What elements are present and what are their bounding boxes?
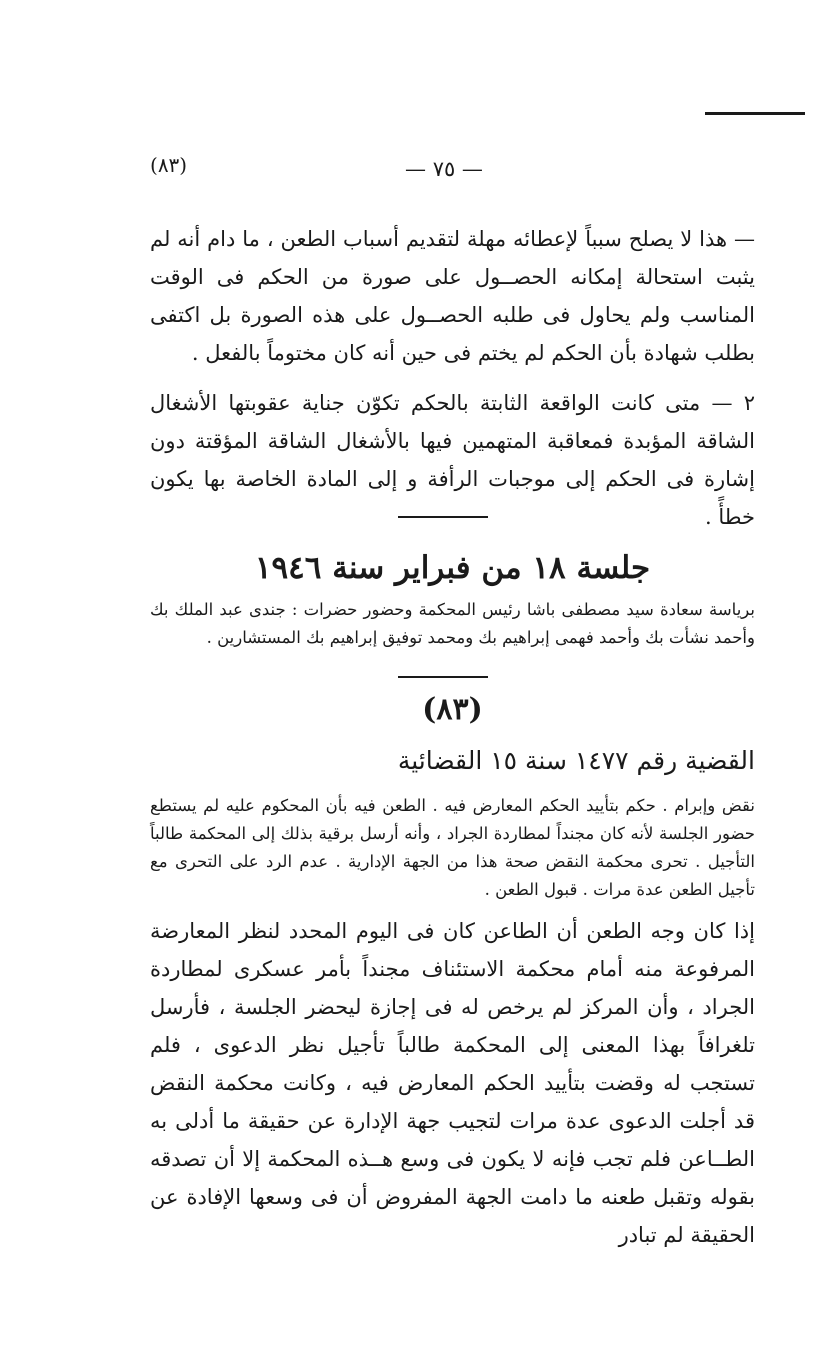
- ruling-number: (٨٣): [422, 692, 483, 727]
- paragraph-text: — هذا لا يصلح سبباً لإعطائه مهلة لتقديم أسباب الطعن ، ما دام أنه لم يثبت استحالة إمكانه الحصــول على صورة من الحكم فى الوقت المناسب ولم يحاول فى طلبه الحصــول على هذه الصورة بل اكتفى بطلب شهادة بأن الحكم لم يختم فى حين أنه كان مختوماً بالفعل .: [150, 227, 755, 365]
- principle-two-paragraph: [150, 384, 755, 536]
- ruling-body: [150, 912, 755, 1254]
- section-divider: [398, 676, 488, 678]
- presidency-text: برياسة سعادة سيد مصطفى باشا رئيس المحكمة وحضور حضرات : جندى عبد الملك بك وأحمد نشأت بك وأحمد فهمى إبراهيم بك ومحمد توفيق إبراهيم بك المستشارين .: [150, 600, 755, 647]
- session-title: جلسة ١٨ من فبراير سنة ١٩٤٦: [254, 550, 651, 586]
- session-presidency: [150, 596, 755, 652]
- paragraph-text: ٢ — متى كانت الواقعة الثابتة بالحكم تكوّن جناية عقوبتها الأشغال الشاقة المؤبدة فمعاقبة المتهمين فيها بالأشغال الشاقة المؤقتة دون إشارة فى الحكم إلى موجبات الرأفة و إلى المادة الخاصة بها يكون خطأً .: [150, 391, 755, 529]
- top-rule: [705, 112, 805, 115]
- page-number: — ٧٥ —: [405, 157, 483, 181]
- page-header: [150, 153, 750, 193]
- continued-paragraph: [150, 220, 755, 372]
- running-case-number: (٨٣): [150, 153, 188, 177]
- ruling-summary: [150, 792, 755, 904]
- body-text: إذا كان وجه الطعن أن الطاعن كان فى اليوم المحدد لنظر المعارضة المرفوعة منه أمام محكمة الاستئناف مجنداً بأمر عسكرى لمطاردة الجراد ، وأن المركز لم يرخص له فى إجازة ليحضر الجلسة ، فأرسل تلغرافاً بهذا المعنى إلى المحكمة طالباً تأجيل نظر الدعوى ، فلم تستجب له وقضت بتأييد الحكم المعارض فيه ، وكانت محكمة النقض قد أجلت الدعوى عدة مرات لتجيب جهة الإدارة عن حقيقة ما أدلى به الطــاعن فلم تجب فإنه لا يكون فى وسع هــذه المحكمة إلا أن تصدقه بقوله وتقبل طعنه ما دامت الجهة المفروض أن فى وسعها الإفادة عن الحقيقة لم تبادر: [150, 919, 755, 1247]
- summary-text: نقض وإبرام . حكم بتأييد الحكم المعارض فيه . الطعن فيه بأن المحكوم عليه لم يستطع حضور الجلسة لأنه كان مجنداً لمطاردة الجراد ، وأنه أرسل برقية بذلك إلى المحكمة طالباً التأجيل . تحرى محكمة النقض صحة هذا من الجهة الإدارية . عدم الرد على التحرى مع تأجيل الطعن عدة مرات . قبول الطعن .: [150, 796, 755, 899]
- case-title: القضية رقم ١٤٧٧ سنة ١٥ القضائية: [397, 746, 755, 775]
- section-divider: [398, 516, 488, 518]
